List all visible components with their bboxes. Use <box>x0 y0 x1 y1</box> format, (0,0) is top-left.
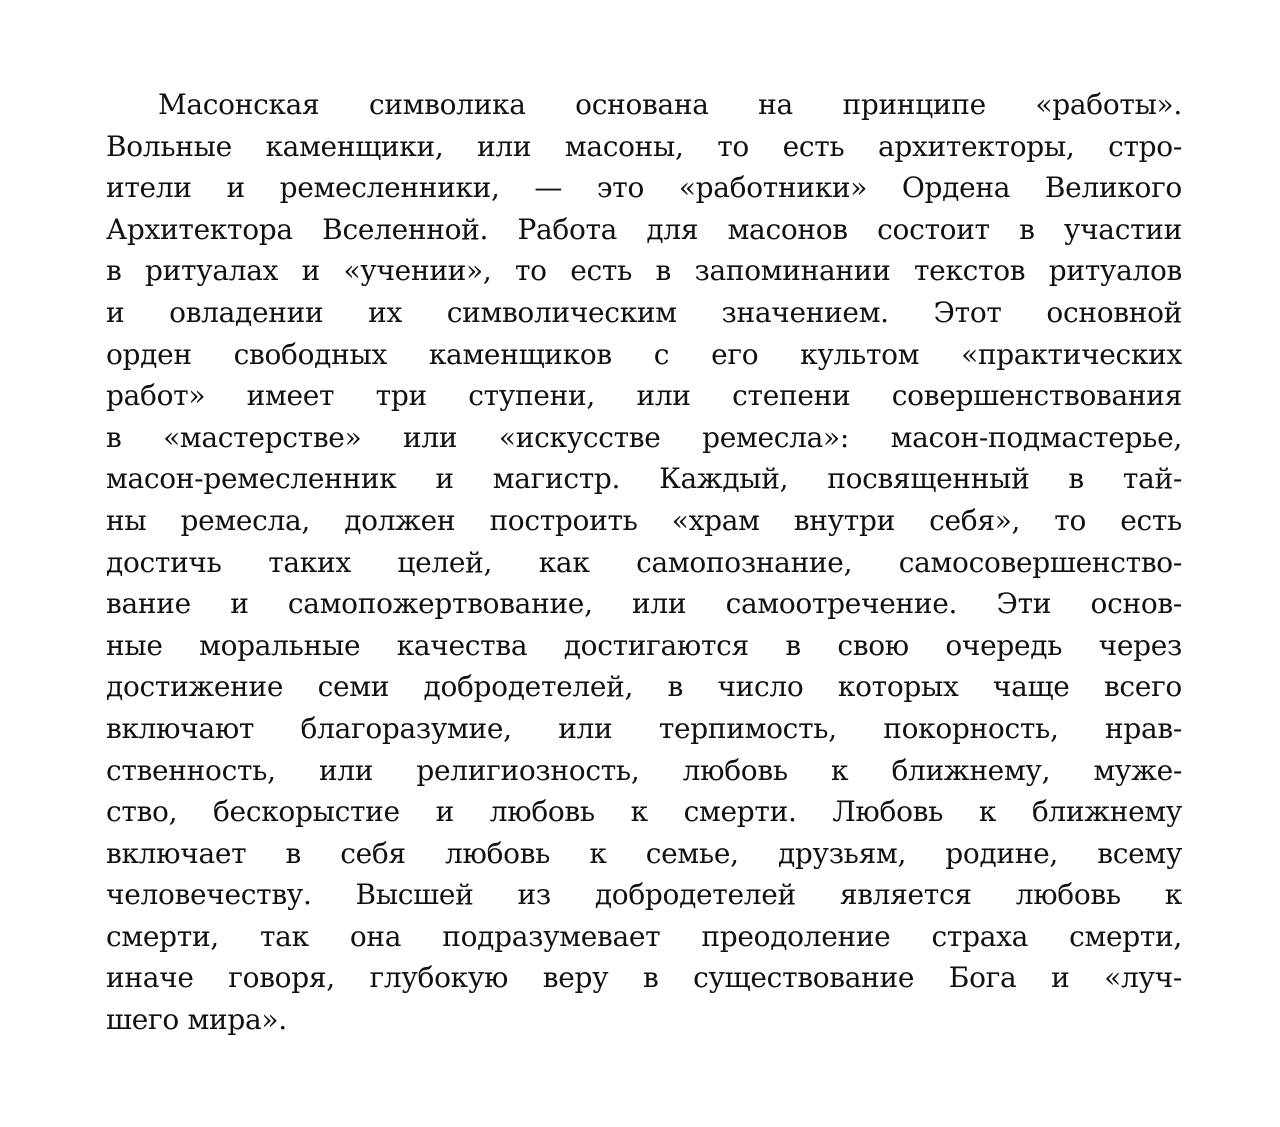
text-line: и овладении их символическим значением. Этот основной <box>106 295 1182 329</box>
text-line: Архитектора Вселенной. Работа для масонов состоит в участии <box>106 212 1182 246</box>
text-line: ны ремесла, должен построить «храм внутри себя», то есть <box>106 503 1182 537</box>
text-line: масон-ремесленник и магистр. Каждый, посвященный в тай- <box>106 462 1182 496</box>
text-line: включают благоразумие, или терпимость, покорность, нрав- <box>106 711 1182 745</box>
text-line: включает в себя любовь к семье, друзьям, родине, всему <box>106 836 1182 870</box>
text-line: иначе говоря, глубокую веру в существование Бога и «луч- <box>106 961 1182 995</box>
text-line: достичь таких целей, как самопознание, самосовершенство- <box>106 545 1182 579</box>
text-line: достижение семи добродетелей, в число которых чаще всего <box>106 670 1182 704</box>
text-line: человечеству. Высшей из добродетелей является любовь к <box>106 878 1182 912</box>
body-paragraph <box>106 84 1182 1041</box>
text-line: ители и ремесленники, — это «работники» Ордена Великого <box>106 171 1182 205</box>
text-line: орден свободных каменщиков с его культом «практических <box>106 337 1182 371</box>
text-line: ство, бескорыстие и любовь к смерти. Любовь к ближнему <box>106 795 1182 829</box>
text-line: ственность, или религиозность, любовь к ближнему, муже- <box>106 753 1182 787</box>
text-line: работ» имеет три ступени, или степени совершенствования <box>106 379 1182 413</box>
text-line: вание и самопожертвование, или самоотречение. Эти основ- <box>106 587 1182 621</box>
text-line: смерти, так она подразумевает преодоление страха смерти, <box>106 919 1182 953</box>
text-line: в «мастерстве» или «искусстве ремесла»: масон-подмастерье, <box>106 420 1182 454</box>
text-line: Вольные каменщики, или масоны, то есть архитекторы, стро- <box>106 129 1182 163</box>
text-line: ные моральные качества достигаются в свою очередь через <box>106 628 1182 662</box>
text-line: в ритуалах и «учении», то есть в запоминании текстов ритуалов <box>106 254 1182 288</box>
text-line: шего мира». <box>106 1003 287 1037</box>
text-line: Масонская символика основана на принципе «работы». <box>158 88 1182 121</box>
